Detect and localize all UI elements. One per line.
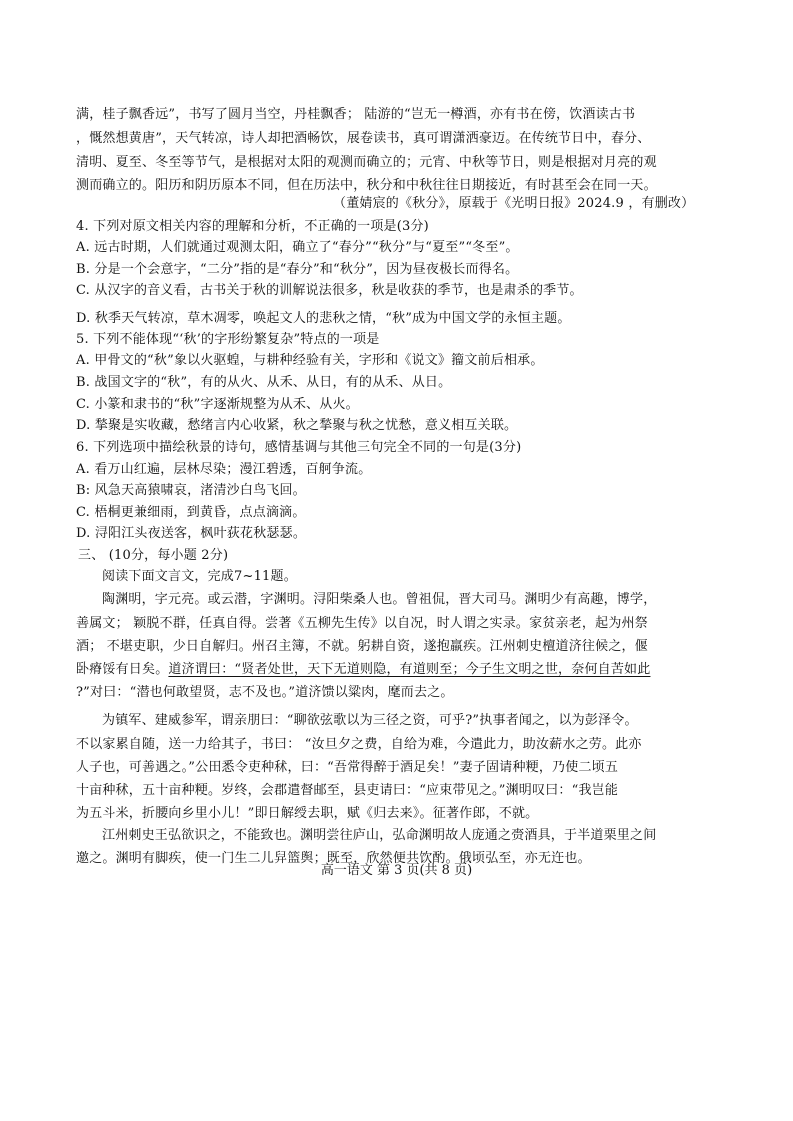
question-6-stem: 6. 下列选项中描绘秋景的诗句，感情基调与其他三句完全不同的一句是(3分)	[76, 440, 522, 455]
classical-text-line	[76, 661, 650, 679]
question-5-option-c: C. 小篆和隶书的“秋”字逐渐规整为从禾、从火。	[76, 397, 359, 412]
classical-text-plain: 卧瘠馁有日矣。	[76, 662, 169, 677]
classical-text-line: 善属文； 颖脱不群，任真自得。尝著《五柳先生传》以自况，时人谓之实录。家贫亲老，起为州祭	[76, 616, 648, 631]
passage-source: （董婧宸的《秋分》，原载于《光明日报》2024.9 ，有删改）	[333, 196, 695, 211]
question-4-stem: 4. 下列对原文相关内容的理解和分析，不正确的一项是(3分)	[76, 219, 429, 234]
question-4-option-b: B. 分是一个会意字，“二分”指的是“春分”和“秋分”，因为昼夜极长而得名。	[76, 262, 519, 277]
question-4-option-a: A. 远古时期，人们就通过观测太阳，确立了“春分”“秋分”与“夏至”“冬至”。	[76, 240, 519, 255]
classical-text-line: 江州刺史王弘欲识之，不能致也。渊明尝往庐山，弘命渊明故人庞通之赍酒具，于半道栗里之间	[102, 828, 657, 843]
page-footer: 高一语文 第 3 页(共 8 页)	[320, 863, 473, 878]
passage-line: 满，桂子飘香远”，书写了圆月当空，丹桂飘香； 陆游的“岂无一樽酒，亦有书在傍，饮酒读古书	[76, 107, 636, 122]
classical-text-line: 为五斗米，折腰向乡里小儿！”即日解绶去职，赋《归去来》。征著作郎，不就。	[76, 806, 539, 821]
question-5-option-a: A. 甲骨文的“秋”象以火驱蝗，与耕种经验有关，字形和《说文》籀文前后相承。	[76, 353, 544, 368]
classical-text-line: 人子也，可善遇之。”公田悉令吏种秫，曰：“吾常得醉于酒足矣！”妻子固请种粳，乃使二顷五	[76, 760, 619, 775]
classical-text-line: 陶渊明，字元亮。或云潜，字渊明。浔阳柴桑人也。曾祖侃，晋大司马。渊明少有高趣，博学，	[102, 592, 657, 607]
passage-line: ，慨然想黄唐”，天气转凉，诗人却把酒畅饮，展卷读书，真可谓潇洒豪迈。在传统节日中，春分、	[76, 131, 651, 146]
passage-line: 测而确立的。阳历和阴历原本不同，但在历法中，秋分和中秋往往日期接近，有时甚至会在同一天。	[76, 178, 657, 193]
question-4-option-d: D. 秋季天气转凉，草木凋零，唤起文人的悲秋之情，“秋”成为中国文学的永恒主题。	[76, 311, 571, 326]
question-6-option-b: B: 风急天高猿啸哀，渚清沙白鸟飞回。	[76, 483, 306, 498]
question-6-option-a: A. 看万山红遍，层林尽染；漫江碧透，百舸争流。	[76, 462, 372, 477]
question-6-option-d: D. 浔阳江头夜送客，枫叶荻花秋瑟瑟。	[76, 526, 307, 541]
classical-text-line: 为镇军、建威参军，谓亲朋曰：“聊欲弦歌以为三径之资，可乎?”执事者闻之，以为彭泽令。	[102, 713, 638, 728]
question-5-option-d: D. 揫聚是实收藏，愁绪言内心收紧，秋之揫聚与秋之忧愁，意义相互关联。	[76, 418, 518, 433]
underlined-sentence: 道济谓曰：“贤者处世，天下无道则隐，有道则至；今子生文明之世，奈何自苦如此	[168, 662, 651, 677]
section-3-heading: 三、 (10分，每小题 2分)	[78, 548, 229, 563]
classical-text-line: 十亩种秫，五十亩种粳。岁终，会郡遣督邮至，县吏请曰：“应束带见之。”渊明叹曰：“我岂能	[76, 783, 619, 798]
classical-text-line: ?”对曰：“潜也何敢望贤，志不及也。”道济馈以粱肉，麾而去之。	[76, 685, 454, 700]
classical-text-line: 酒； 不堪吏职，少日自解归。州召主簿，不就。躬耕自资，遂抱羸疾。江州刺史檀道济往候之，偃	[76, 639, 648, 654]
section-3-instruction: 阅读下面文言文，完成7~11题。	[102, 569, 297, 584]
classical-text-line: 不以家累自随，送一力给其子，书曰： “汝旦夕之费，自给为难，今遣此力，助汝薪水之劳。此亦	[76, 737, 642, 752]
passage-line: 清明、夏至、冬至等节气，是根据对太阳的观测而确立的；元宵、中秋等节日，则是根据对月亮的观	[76, 155, 657, 170]
question-5-option-b: B. 战国文字的“秋”，有的从火、从禾、从日，有的从禾、从日。	[76, 375, 452, 390]
question-4-option-c: C. 从汉字的音义看，古书关于秋的训解说法很多，秋是收获的季节，也是肃杀的季节。	[76, 283, 583, 298]
classical-text-line: 邀之。渊明有脚疾，使一门生二儿舁篮舆；既至，欣然便共饮酌。俄顷弘至，亦无迕也。	[76, 851, 591, 866]
question-5-stem: 5. 下列不能体现“‘秋’的字形纷繁复杂”特点的一项是	[76, 332, 380, 347]
question-6-option-c: C. 梧桐更兼细雨，到黄昏，点点滴滴。	[76, 505, 306, 520]
